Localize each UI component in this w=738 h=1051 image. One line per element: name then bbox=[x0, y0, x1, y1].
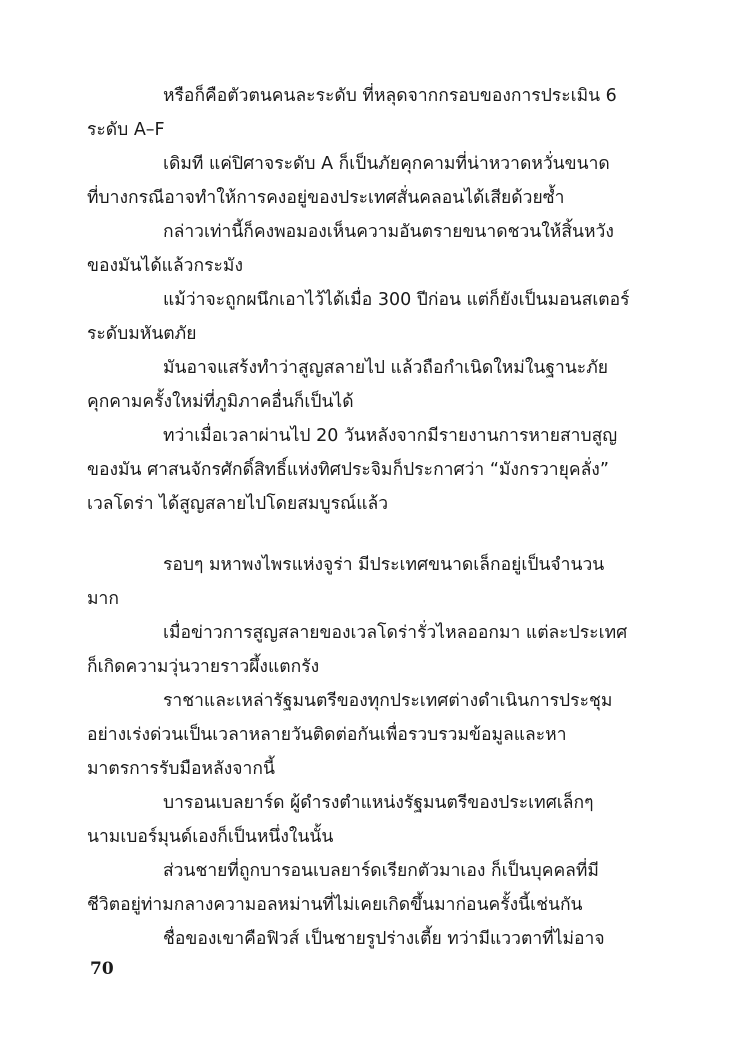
text-line: ชีวิตอยู่ท่ามกลางความอลหม่านที่ไม่เคยเกิดขึ้นมาก่อนครั้งนี้เช่นกัน bbox=[87, 895, 583, 915]
page-number: 70 bbox=[90, 959, 114, 979]
text-line: ที่บางกรณีอาจทำให้การคงอยู่ของประเทศสั่นคลอนได้เสียด้วยซ้ำ bbox=[87, 188, 565, 208]
text-line: เมื่อข่าวการสูญสลายของเวลโดร่ารั่วไหลออกมา แต่ละประเทศ bbox=[163, 623, 628, 643]
text-line: มาตรการรับมือหลังจากนี้ bbox=[87, 759, 275, 779]
text-line: อย่างเร่งด่วนเป็นเวลาหลายวันติดต่อกันเพื่อรวบรวมข้อมูลและหา bbox=[87, 725, 567, 745]
text-line: รอบๆ มหาพงไพรแห่งจูร่า มีประเทศขนาดเล็กอยู่เป็นจำนวน bbox=[163, 555, 605, 575]
text-line: เดิมที แค่ปิศาจระดับ A ก็เป็นภัยคุกคามที่น่าหวาดหวั่นขนาด bbox=[163, 154, 610, 174]
text-line: ของมัน ศาสนจักรศักดิ์สิทธิ์แห่งทิศประจิมก็ประกาศว่า “มังกรวายุคลั่ง” bbox=[87, 460, 609, 480]
text-line: ชื่อของเขาคือฟิวส์ เป็นชายรูปร่างเตี้ย ทว่ามีแววตาที่ไม่อาจ bbox=[163, 929, 605, 949]
text-line: ทว่าเมื่อเวลาผ่านไป 20 วันหลังจากมีรายงานการหายสาบสูญ bbox=[163, 426, 618, 446]
text-line: ส่วนชายที่ถูกบารอนเบลยาร์ดเรียกตัวมาเอง ก็เป็นบุคคลที่มี bbox=[163, 861, 599, 881]
text-line: คุกคามครั้งใหม่ที่ภูมิภาคอื่นก็เป็นได้ bbox=[87, 392, 354, 412]
text-line: มาก bbox=[87, 589, 119, 609]
text-line: นามเบอร์มุนด์เองก็เป็นหนึ่งในนั้น bbox=[87, 827, 334, 847]
text-line: หรือก็คือตัวตนคนละระดับ ที่หลุดจากกรอบของการประเมิน 6 bbox=[163, 86, 617, 106]
text-line: แม้ว่าจะถูกผนึกเอาไว้ได้เมื่อ 300 ปีก่อน แต่ก็ยังเป็นมอนสเตอร์ bbox=[163, 290, 630, 310]
text-line: กล่าวเท่านี้ก็คงพอมองเห็นความอันตรายขนาดชวนให้สิ้นหวัง bbox=[163, 222, 614, 242]
text-line: ราชาและเหล่ารัฐมนตรีของทุกประเทศต่างดำเนินการประชุม bbox=[163, 691, 613, 711]
text-line: บารอนเบลยาร์ด ผู้ดำรงตำแหน่งรัฐมนตรีของประเทศเล็กๆ bbox=[163, 793, 594, 813]
text-line: มันอาจแสร้งทำว่าสูญสลายไป แล้วถือกำเนิดใหม่ในฐานะภัย bbox=[163, 358, 608, 378]
text-line: ของมันได้แล้วกระมัง bbox=[87, 256, 243, 276]
text-line: ระดับ A–F bbox=[87, 120, 165, 140]
text-line: ระดับมหันตภัย bbox=[87, 324, 197, 344]
text-line: ก็เกิดความวุ่นวายราวผึ้งแตกรัง bbox=[87, 657, 320, 677]
text-line: เวลโดร่า ได้สูญสลายไปโดยสมบูรณ์แล้ว bbox=[87, 494, 389, 514]
